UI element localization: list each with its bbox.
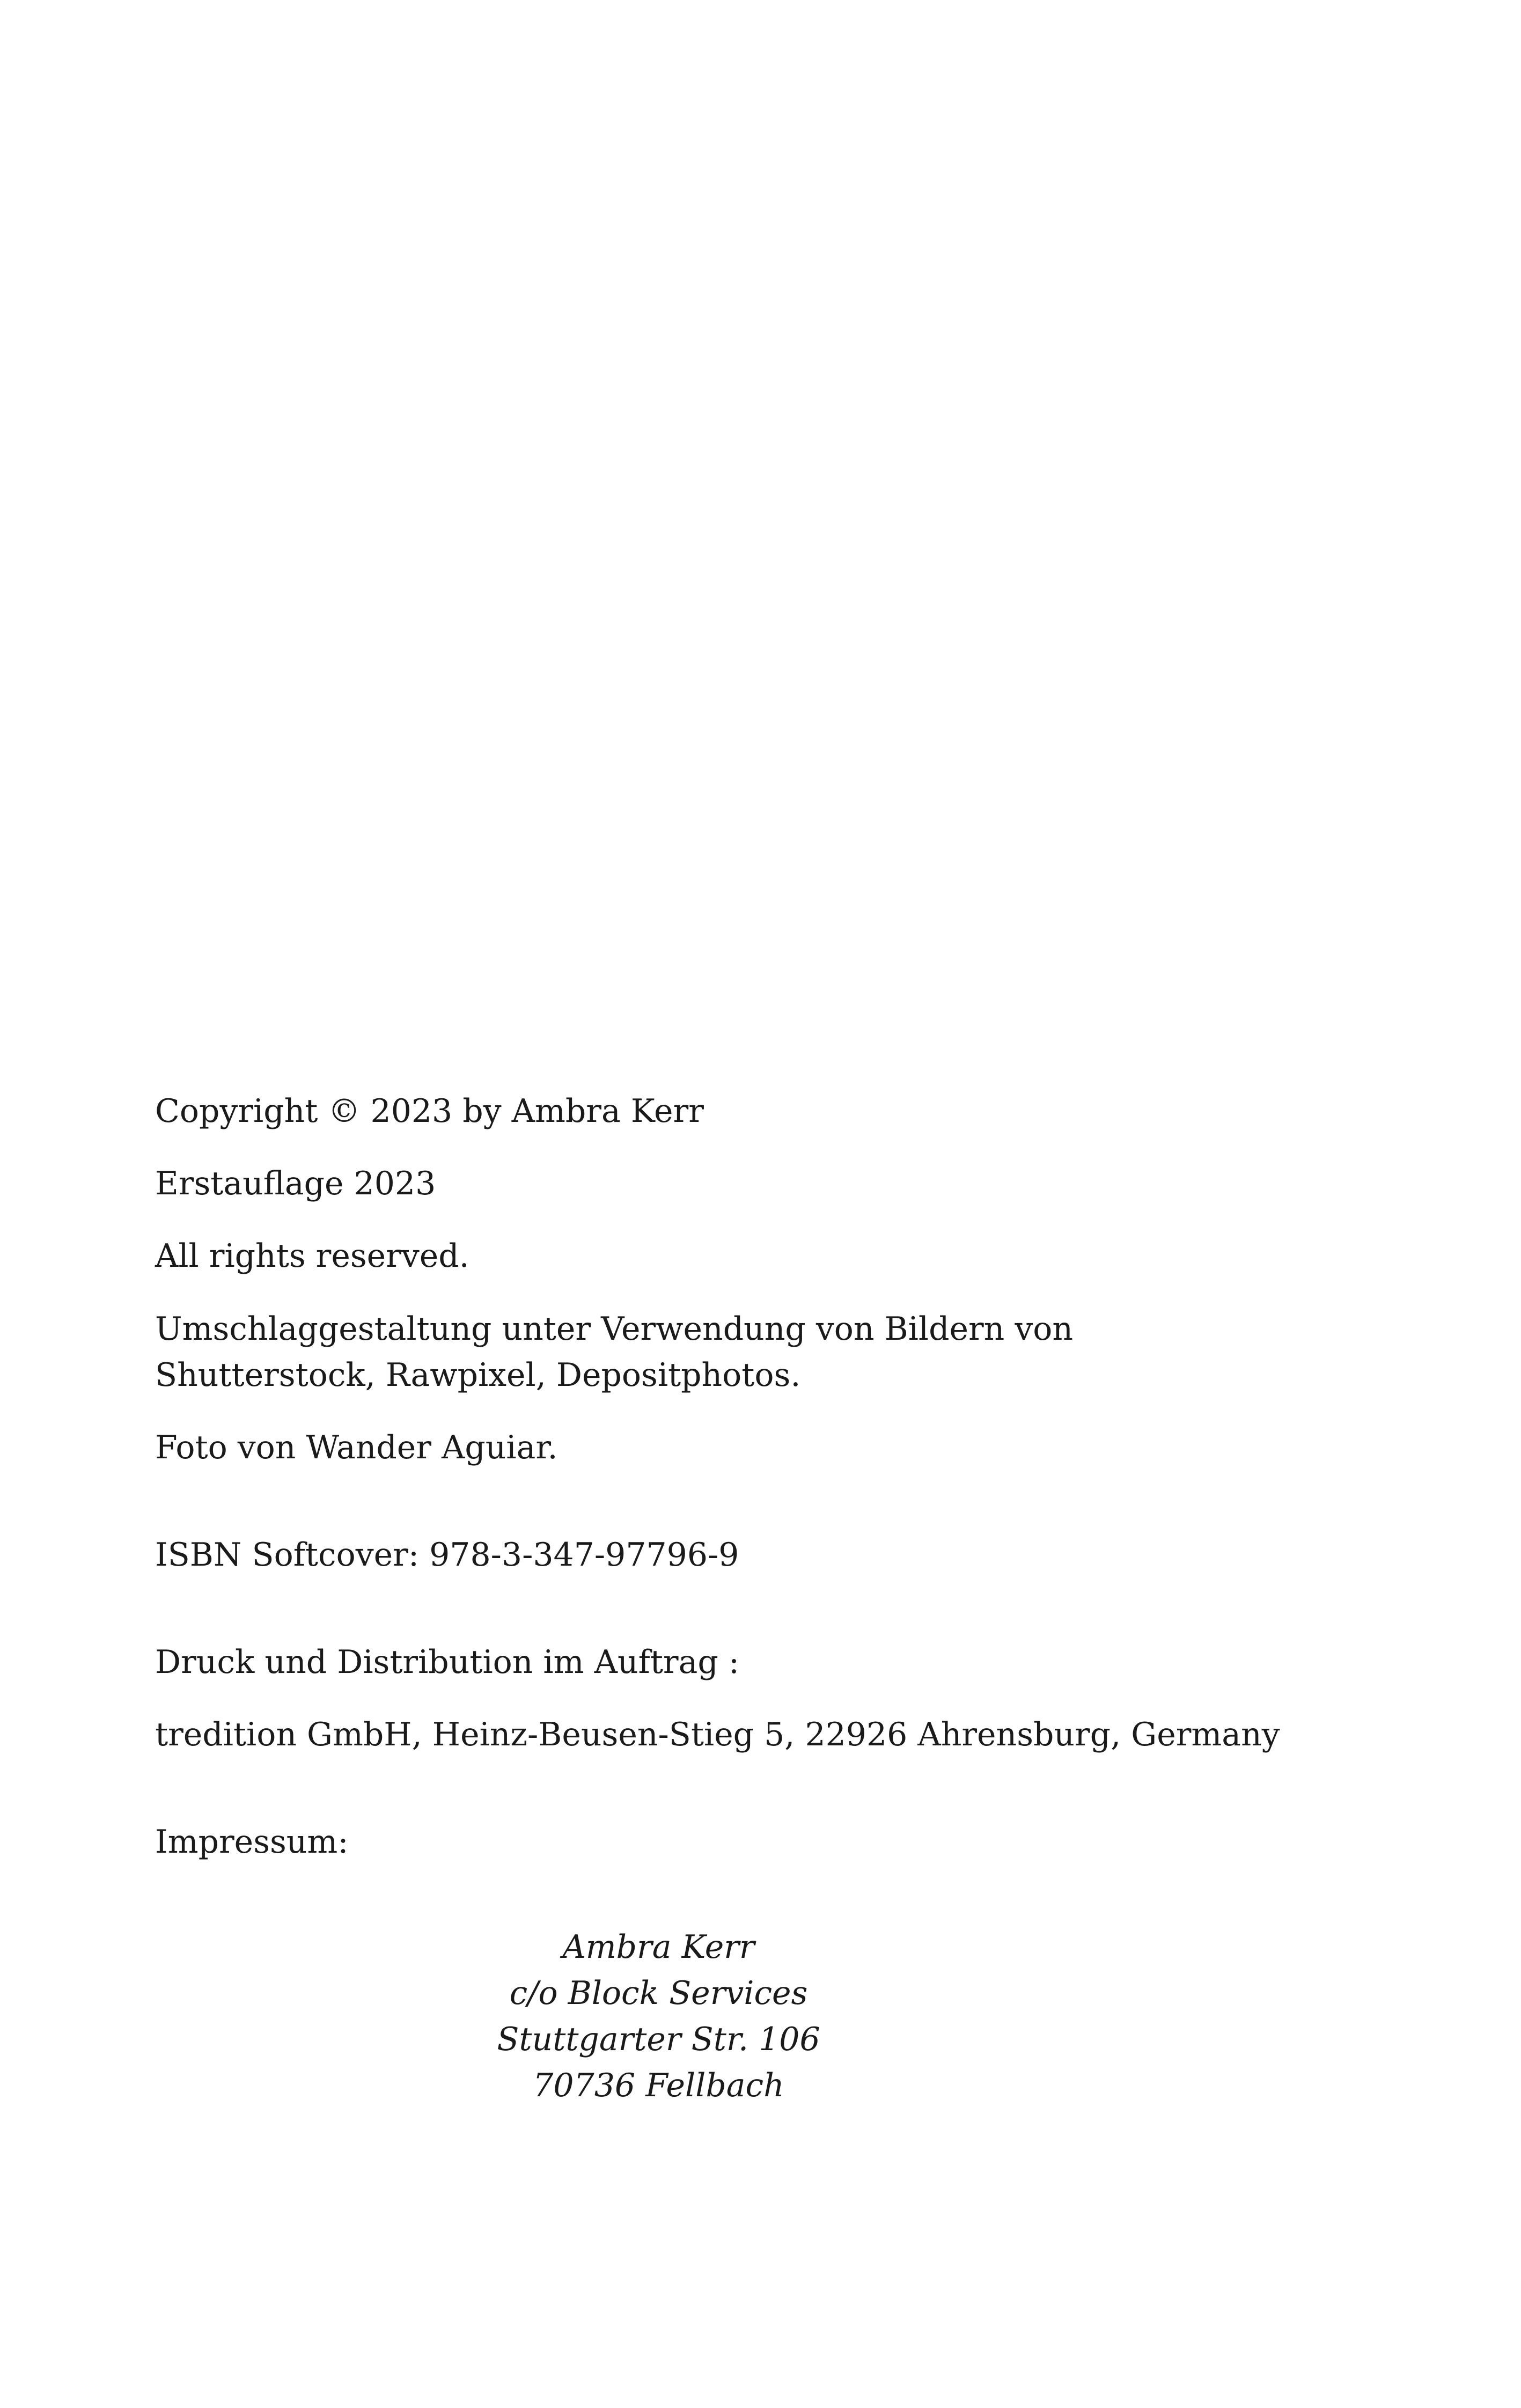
edition-line: Erstauflage 2023 [155,1165,436,1202]
cover-design-line-1: Umschlaggestaltung unter Verwendung von Bildern von [155,1310,1074,1348]
publisher-address: tredition GmbH, Heinz-Beusen-Stieg 5, 22926 Ahrensburg, Germany [155,1716,1280,1753]
rights-line: All rights reserved. [155,1237,469,1275]
print-distribution-label: Druck und Distribution im Auftrag : [155,1643,740,1681]
address-care-of: c/o Block Services [509,1974,808,2012]
photo-credit-line: Foto von Wander Aguiar. [155,1429,558,1466]
address-street: Stuttgarter Str. 106 [497,2021,820,2058]
address-city: 70736 Fellbach [533,2067,784,2104]
impressum-label: Impressum: [155,1823,349,1861]
address-name: Ambra Kerr [562,1928,755,1966]
isbn-line: ISBN Softcover: 978-3-347-97796-9 [155,1536,739,1574]
impressum-address [0,1924,1317,2109]
copyright-line: Copyright © 2023 by Ambra Kerr [155,1092,704,1130]
cover-design-line-2: Shutterstock, Rawpixel, Depositphotos. [155,1356,801,1394]
